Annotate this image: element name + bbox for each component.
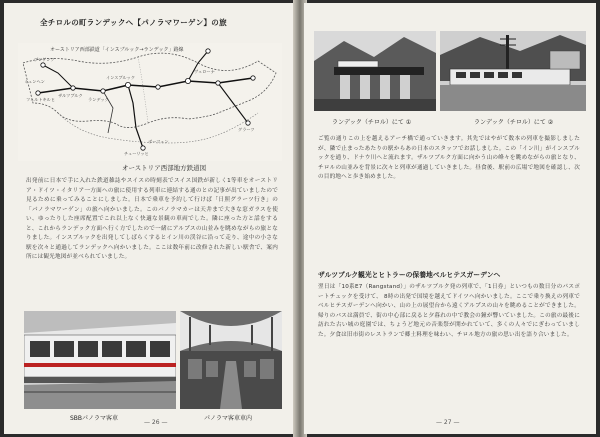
map-station-label: フェルトキルヒ <box>26 97 56 102</box>
left-page <box>4 3 296 434</box>
railway-map <box>18 43 282 161</box>
map-station-label: グラーツ <box>238 127 255 132</box>
viaduct-photo <box>314 31 436 111</box>
map-station-label: ランデック <box>88 97 109 102</box>
photo-caption-1: SBBパノラマ客車 <box>70 415 119 422</box>
photo-caption-landeck-1: ランデック（チロル）にて ① <box>332 119 412 126</box>
map-caption: オーストリア西部地方鉄道図 <box>122 164 207 172</box>
page-number: — 27 — <box>436 419 460 426</box>
body-text: 出発前に日本で手に入れた鉄道雑誌やスイスの時刻表でスイス国鉄が新しく1等車をオーストリア・ドイツ・イタリア一方面への旅に使用する列車に連結する通のとの記事が出ていましたので見るために乗ってみることにしました。日本で乗車を予約して行けば「日照グラーツ行き」の「パノラマワーゲン」の旅へ向かいました。このパノラマカーは天井まで大きな窓ガラスを使い、ゆったりした座席配置でこれ以上なく快適な景観の車両でした。隣に座った方と話をすると、これからランデック方面へ行く方でしたので一緒にアルプスの山並みを眺めながらの旅となりました。インスブルックを出発してしばらくするとイン川の渓谷に沿って走り、途中の小さな駅を次々と通過してランデックへ向かいました。ここは数年前に改修された新しい駅舎で、案内所には観光地図が並べられていました。 <box>26 178 278 260</box>
photo-caption-2: パノラマ客車車内 <box>204 415 253 422</box>
section-title: ザルツブルク観光とヒトラーの保養地ベルヒテスガーデンへ <box>318 271 501 279</box>
map-station-label: ヴェローナ <box>194 69 215 74</box>
page-number: — 26 — <box>144 419 168 426</box>
map-station-label: ブレゲンツ <box>34 57 55 62</box>
map-station-label: ザルツブルク <box>58 93 83 98</box>
train-interior-photo <box>180 311 282 409</box>
map-station-label: ミュンヘン <box>24 79 45 84</box>
body-text-bottom: 翌日は「10系E7（Rangstand）」のザルツブルク発の列車で、「1日券」といつもの数日分のパスポートチェックを受けて、 8時の出発で国境を越えてドイツへ向かいました。ここで乗り換えの列車でベルヒテスガーデンへ向かい、山の上の展望台から遠くアルプスの山々を眺めることができました。帰りのバスは満員で、街の中心部に戻ると夕暮れの中で教会の鐘が響いていました。この旅の最後に訪れた古い城の庭園では、ちょうど地元の音楽祭が開かれていて、多くの人々でにぎわっていました。夕食は旧市街のレストランで郷土料理を味わい、チロル地方の旅の思い出を語り合いました。 <box>318 284 580 338</box>
map-title: オーストリア西部鉄道「インスブルック→ランデック」路線 <box>50 47 184 53</box>
photo-caption-landeck-2: ランデック（チロル）にて ② <box>474 119 554 126</box>
map-station-label: チューリッヒ <box>124 151 149 156</box>
map-station-label: インスブルック <box>106 75 136 80</box>
station-photo <box>440 31 586 111</box>
map-station-label: ボーツェン <box>148 139 169 144</box>
page-heading: 全チロルの町ランデックへ【パノラマワーゲン】の旅 <box>40 18 227 27</box>
train-exterior-photo <box>24 311 176 409</box>
body-text-top: ご覧の通りこの上を越えるアーチ橋で通っていきます。其先ではやがて数本の列車を撮影しましたが、隣で止まったあたりの駅からあの日本のスタッフでお話しました。この「イン川」がインスブルックを通り、ドナウ川へと流れます。ザルツブルク方面に向かう山の峰々を眺めながらの旅となり、チロルの山並みを背景に次々と列車が通過していきました。昼食後、駅前の広場で地図を確認し、次の目的地へと歩き始めました。 <box>318 136 580 180</box>
right-page <box>304 3 596 434</box>
